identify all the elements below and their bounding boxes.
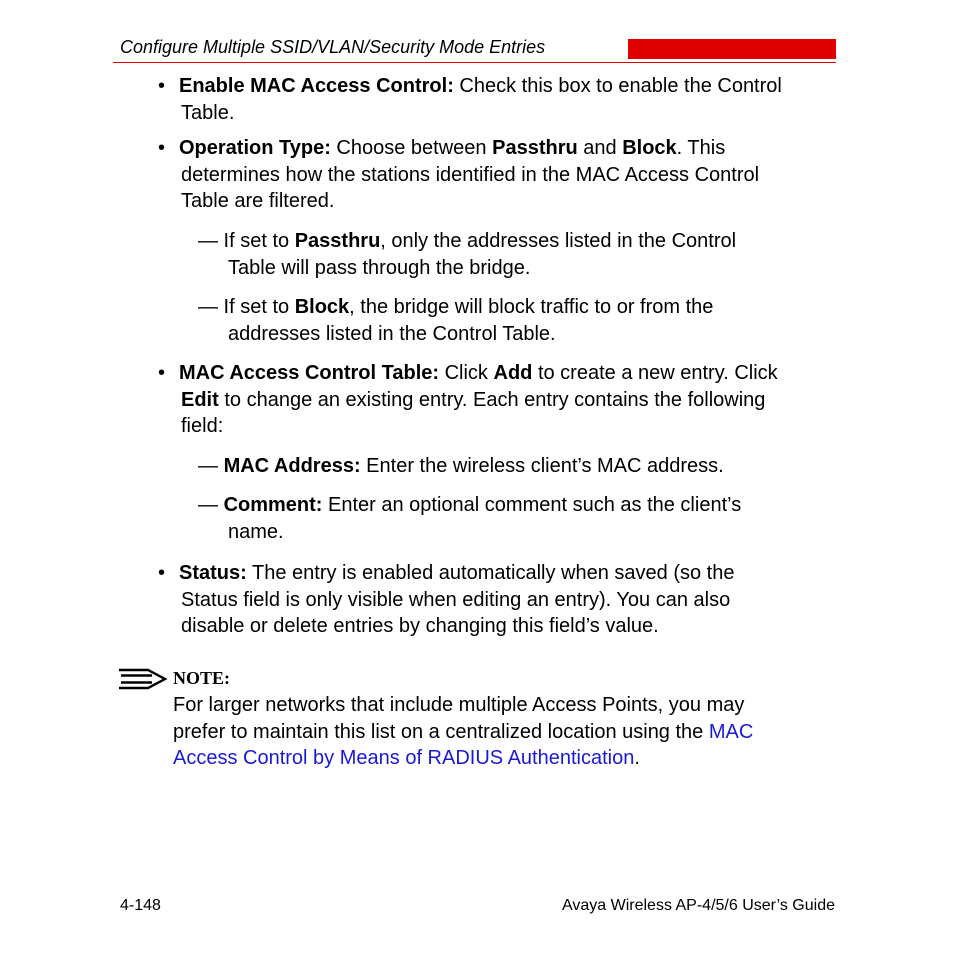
bullet-status: • Status: The entry is enabled automatically when saved (so the Status field is only visible when editing an entry). You can also disable or delete entries by changing this field’s value. bbox=[158, 562, 735, 637]
note-body: For larger networks that include multiple Access Points, you may prefer to maintain this list on a centralized location using the MAC Access Control by Means of RADIUS Authentication. bbox=[173, 694, 754, 769]
subitem-passthru: — If set to Passthru, only the addresses listed in the Control Table will pass through the bridge. bbox=[198, 230, 737, 279]
subitem-mac-address: — MAC Address: Enter the wireless client’s MAC address. bbox=[198, 455, 724, 477]
bullet-dot: • bbox=[158, 75, 166, 97]
bullet-mac-access-control-table: • MAC Access Control Table: Click Add to create a new entry. Click Edit to change an existing entry. Each entry contains the following field: bbox=[158, 362, 778, 437]
bullet-dot: • bbox=[158, 362, 166, 384]
guide-title: Avaya Wireless AP-4/5/6 User’s Guide bbox=[561, 897, 835, 914]
note-label: NOTE: bbox=[173, 668, 231, 688]
term-status: Status: bbox=[179, 562, 247, 584]
radius-auth-link[interactable]: MAC bbox=[708, 720, 754, 743]
subitem-comment: — Comment: Enter an optional comment such as the client’s name. bbox=[198, 494, 742, 543]
running-header-title: Configure Multiple SSID/VLAN/Security Mode Entries bbox=[120, 37, 546, 57]
page-number: 4-148 bbox=[120, 897, 161, 914]
bullet-operation-type: • Operation Type: Choose between Passthru and Block. This determines how the stations identified in the MAC Access Control Table are filtered. bbox=[158, 137, 760, 212]
bullet-dot: • bbox=[158, 562, 166, 584]
bullet-enable-mac-access-control: • Enable MAC Access Control: Check this box to enable the Control Table. bbox=[158, 75, 782, 124]
header-rule bbox=[113, 62, 836, 63]
subitem-block: — If set to Block, the bridge will block traffic to or from the addresses listed in the Control Table. bbox=[198, 296, 714, 345]
bullet-dot: • bbox=[158, 137, 166, 159]
header-color-bar bbox=[628, 39, 836, 59]
radius-auth-link-continued[interactable]: Access Control by Means of RADIUS Authentication bbox=[173, 747, 635, 769]
term-enable-mac-access-control: Enable MAC Access Control: bbox=[179, 75, 454, 97]
note-arrow-icon bbox=[118, 668, 168, 690]
term-operation-type: Operation Type: bbox=[179, 137, 331, 159]
term-mac-access-control-table: MAC Access Control Table: bbox=[179, 362, 440, 384]
